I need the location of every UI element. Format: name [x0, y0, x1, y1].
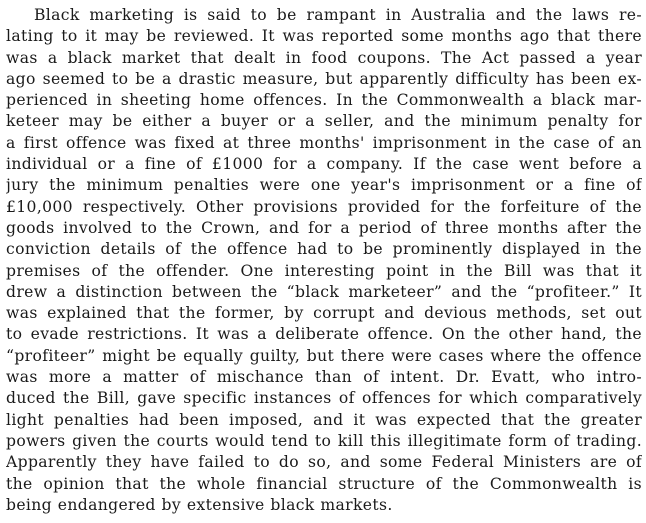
- text-line: to evade restrictions. It was a deliberate offence. On the other hand, the: [6, 325, 642, 344]
- text-line: the opinion that the whole financial structure of the Commonwealth is: [6, 474, 642, 493]
- text-line: goods involved to the Crown, and for a period of three months after the: [6, 218, 642, 237]
- text-line: was more a matter of mischance than of intent. Dr. Evatt, who intro-: [6, 368, 642, 387]
- text-line: individual or a fine of £1000 for a company. If the case went before a: [6, 155, 642, 174]
- text-line: light penalties had been imposed, and it was expected that the greater: [6, 410, 642, 429]
- text-line: a first offence was fixed at three months' imprisonment in the case of an: [6, 133, 642, 152]
- text-line: drew a distinction between the “black marketeer” and the “profiteer.” It: [6, 282, 642, 301]
- text-line: “profiteer” might be equally guilty, but there were cases where the offence: [6, 346, 642, 365]
- text-line: Black marketing is said to be rampant in Australia and the laws re-: [34, 6, 642, 24]
- text-line: lating to it may be reviewed. It was reported some months ago that there: [6, 27, 642, 46]
- text-line: premises of the offender. One interesting point in the Bill was that it: [6, 261, 642, 280]
- text-line: was explained that the former, by corrupt and devious methods, set out: [6, 304, 642, 323]
- text-line: perienced in sheeting home offences. In the Commonwealth a black mar-: [6, 91, 642, 110]
- text-line: keteer may be either a buyer or a seller, and the minimum penalty for: [6, 112, 642, 131]
- text-line: £10,000 respectively. Other provisions provided for the forfeiture of the: [6, 197, 642, 216]
- text-line: being endangered by extensive black markets.: [6, 495, 393, 514]
- text-line: Apparently they have failed to do so, and some Federal Ministers are of: [6, 453, 642, 472]
- text-line: powers given the courts would tend to kill this illegitimate form of trading.: [6, 431, 642, 450]
- text-line: ago seemed to be a drastic measure, but apparently difficulty has been ex-: [6, 69, 642, 88]
- text-line: jury the minimum penalties were one year's imprisonment or a fine of: [6, 176, 642, 195]
- text-line: was a black market that dealt in food coupons. The Act passed a year: [6, 48, 642, 67]
- text-line: conviction details of the offence had to be prominently displayed in the: [6, 240, 642, 259]
- text-line: duced the Bill, gave specific instances of offences for which comparatively: [6, 389, 642, 408]
- article-paragraph: [6, 5, 642, 516]
